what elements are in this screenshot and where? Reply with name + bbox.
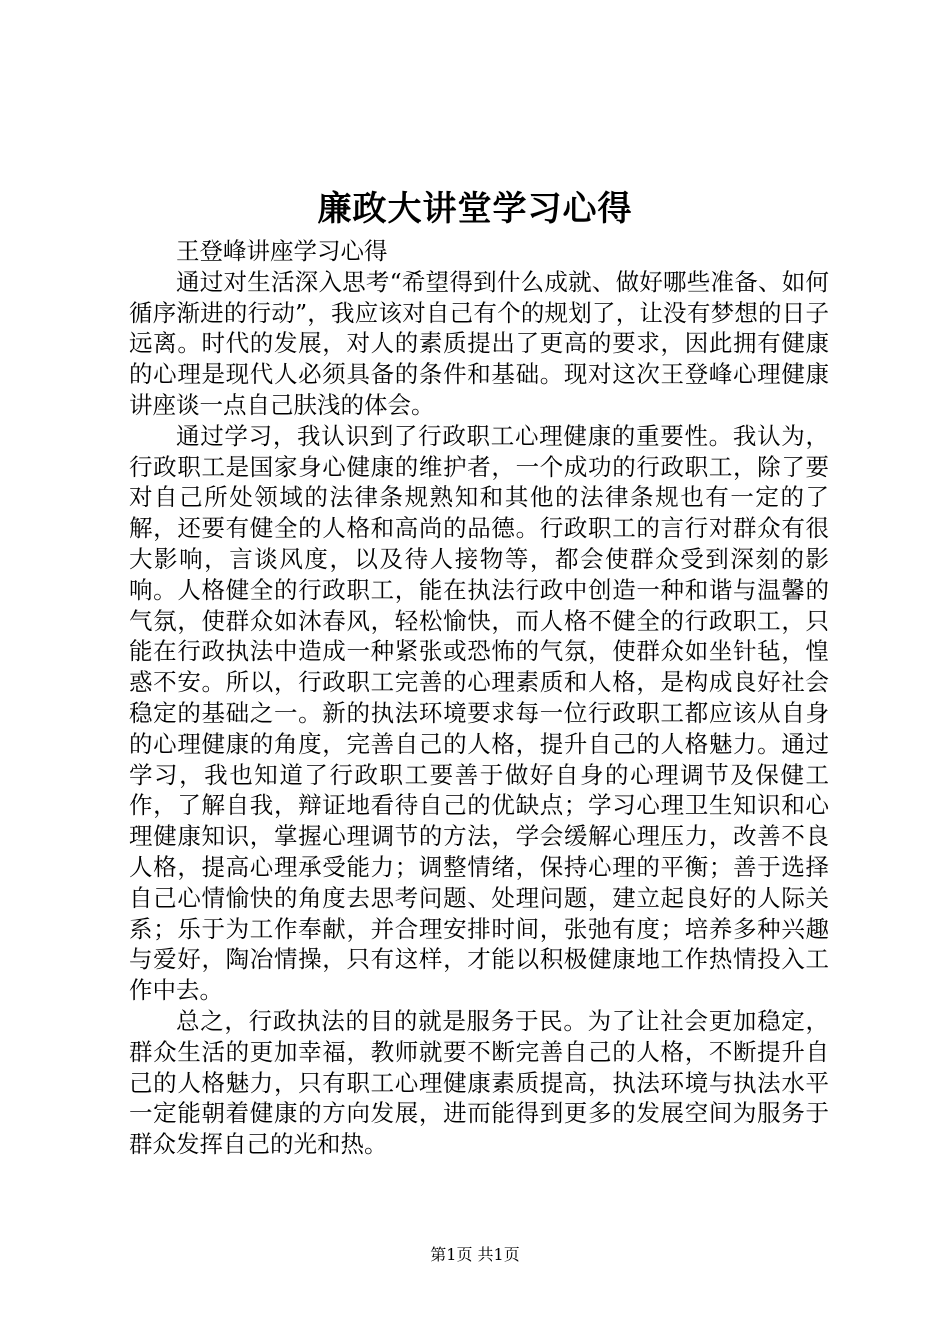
body-paragraph-1: 通过对生活深入思考“希望得到什么成就、做好哪些准备、如何循序渐进的行动”，我应该对自己有个的规划了，让没有梦想的日子远离。时代的发展，对人的素质提出了更高的要求，因此拥有健康的心理是现代人必须具备的条件和基础。现对这次王登峰心理健康讲座谈一点自己肤浅的体会。 — [129, 267, 829, 419]
document-title: 廉政大讲堂学习心得 — [317, 189, 633, 229]
document-body — [129, 236, 829, 1160]
subtitle-paragraph: 王登峰讲座学习心得 — [176, 237, 388, 265]
body-paragraph-2: 通过学习，我认识到了行政职工心理健康的重要性。我认为，行政职工是国家身心健康的维护者，一个成功的行政职工，除了要对自己所处领域的法律条规熟知和其他的法律条规也有一定的了解，还要有健全的人格和高尚的品德。行政职工的言行对群众有很大影响，言谈风度，以及待人接物等，都会使群众受到深刻的影响。人格健全的行政职工，能在执法行政中创造一种和谐与温馨的气氛，使群众如沐春风，轻松愉快，而人格不健全的行政职工，只能在行政执法中造成一种紧张或恐怖的气氛，使群众如坐针毡，惶惑不安。所以，行政职工完善的心理素质和人格，是构成良好社会稳定的基础之一。新的执法环境要求每一位行政职工都应该从自身的心理健康的角度，完善自己的人格，提升自己的人格魅力。通过学习，我也知道了行政职工要善于做好自身的心理调节及保健工作，了解自我，辩证地看待自己的优缺点；学习心理卫生知识和心理健康知识，掌握心理调节的方法，学会缓解心理压力，改善不良人格，提高心理承受能力；调整情绪，保持心理的平衡；善于选择自己心情愉快的角度去思考问题、处理问题，建立起良好的人际关系；乐于为工作奉献，并合理安排时间，张弛有度；培养多种兴趣与爱好，陶冶情操，只有这样，才能以积极健康地工作热情投入工作中去。 — [129, 421, 829, 1005]
page-footer: 第1页 共1页 — [430, 1245, 520, 1264]
body-paragraph-3: 总之，行政执法的目的就是服务于民。为了让社会更加稳定，群众生活的更加幸福，教师就要不断完善自己的人格，不断提升自己的人格魅力，只有职工心理健康素质提高，执法环境与执法水平一定能朝着健康的方向发展，进而能得到更多的发展空间为服务于群众发挥自己的光和热。 — [129, 1006, 829, 1159]
